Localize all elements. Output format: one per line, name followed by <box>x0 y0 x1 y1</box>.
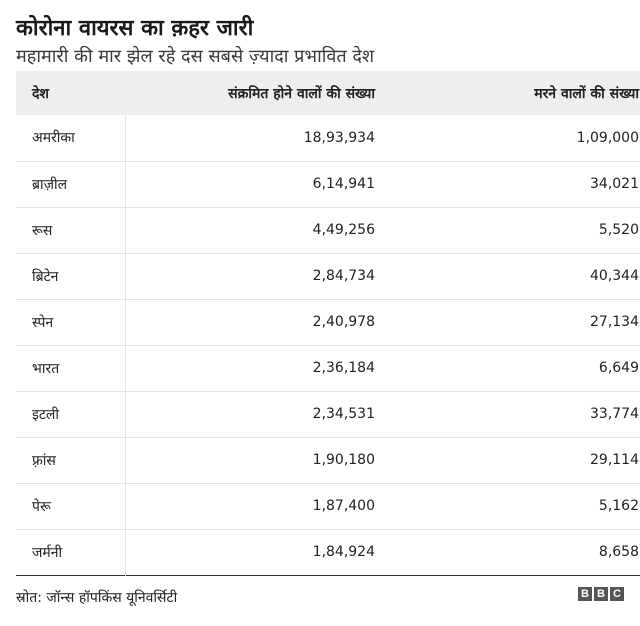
cell-cases: 4,49,256 <box>312 222 375 238</box>
cell-deaths: 29,114 <box>590 452 639 468</box>
cell-country: फ़्रांस <box>16 437 125 483</box>
cell-country: जर्मनी <box>16 529 125 575</box>
bbc-logo <box>578 587 624 601</box>
table-row <box>16 207 640 253</box>
cell-cases: 1,90,180 <box>312 452 375 468</box>
cell-country: ब्राज़ील <box>16 161 125 207</box>
cell-cases: 2,34,531 <box>312 406 375 422</box>
cell-cases: 2,36,184 <box>312 360 375 376</box>
table-row <box>16 345 640 391</box>
table-row <box>16 529 640 575</box>
logo-letter-b2: B <box>594 587 608 601</box>
cell-deaths: 27,134 <box>590 314 639 330</box>
table-row <box>16 115 640 161</box>
table-row <box>16 253 640 299</box>
cell-cases: 1,87,400 <box>312 498 375 514</box>
cell-cases: 2,84,734 <box>312 268 375 284</box>
data-table <box>16 71 640 576</box>
table-row <box>16 299 640 345</box>
header-country: देश <box>32 85 49 102</box>
table-row <box>16 161 640 207</box>
cell-deaths: 33,774 <box>590 406 639 422</box>
cell-deaths: 1,09,000 <box>576 129 639 146</box>
header-cases: संक्रमित होने वालों की संख्या <box>228 85 375 102</box>
header-deaths: मरने वालों की संख्या <box>534 85 639 102</box>
cell-country: पेरू <box>16 483 125 529</box>
table-row <box>16 437 640 483</box>
cell-country: ब्रिटेन <box>16 253 125 299</box>
source-note: स्रोत: जॉन्स हॉपकिंस यूनिवर्सिटी <box>16 590 178 606</box>
cell-country: स्पेन <box>16 299 125 345</box>
cell-country: अमरीका <box>16 115 125 161</box>
cell-cases: 2,40,978 <box>312 314 375 330</box>
table-header-row <box>16 71 640 115</box>
table-row <box>16 391 640 437</box>
cell-deaths: 5,520 <box>598 222 639 238</box>
cell-country: भारत <box>16 345 125 391</box>
cell-cases: 1,84,924 <box>312 544 375 560</box>
logo-letter-c: C <box>610 587 624 601</box>
cell-country: इटली <box>16 391 125 437</box>
cell-deaths: 6,649 <box>598 360 639 376</box>
cell-cases: 18,93,934 <box>303 129 375 146</box>
table-row <box>16 483 640 529</box>
cell-cases: 6,14,941 <box>312 176 375 192</box>
cell-deaths: 5,162 <box>598 498 639 514</box>
cell-deaths: 8,658 <box>598 544 639 560</box>
cell-country: रूस <box>16 207 125 253</box>
cell-deaths: 34,021 <box>590 176 639 192</box>
logo-letter-b1: B <box>578 587 592 601</box>
cell-deaths: 40,344 <box>590 268 639 284</box>
page-subtitle: महामारी की मार झेल रहे दस सबसे ज़्यादा प्रभावित देश <box>16 46 375 67</box>
page-title: कोरोना वायरस का क़हर जारी <box>16 16 254 41</box>
